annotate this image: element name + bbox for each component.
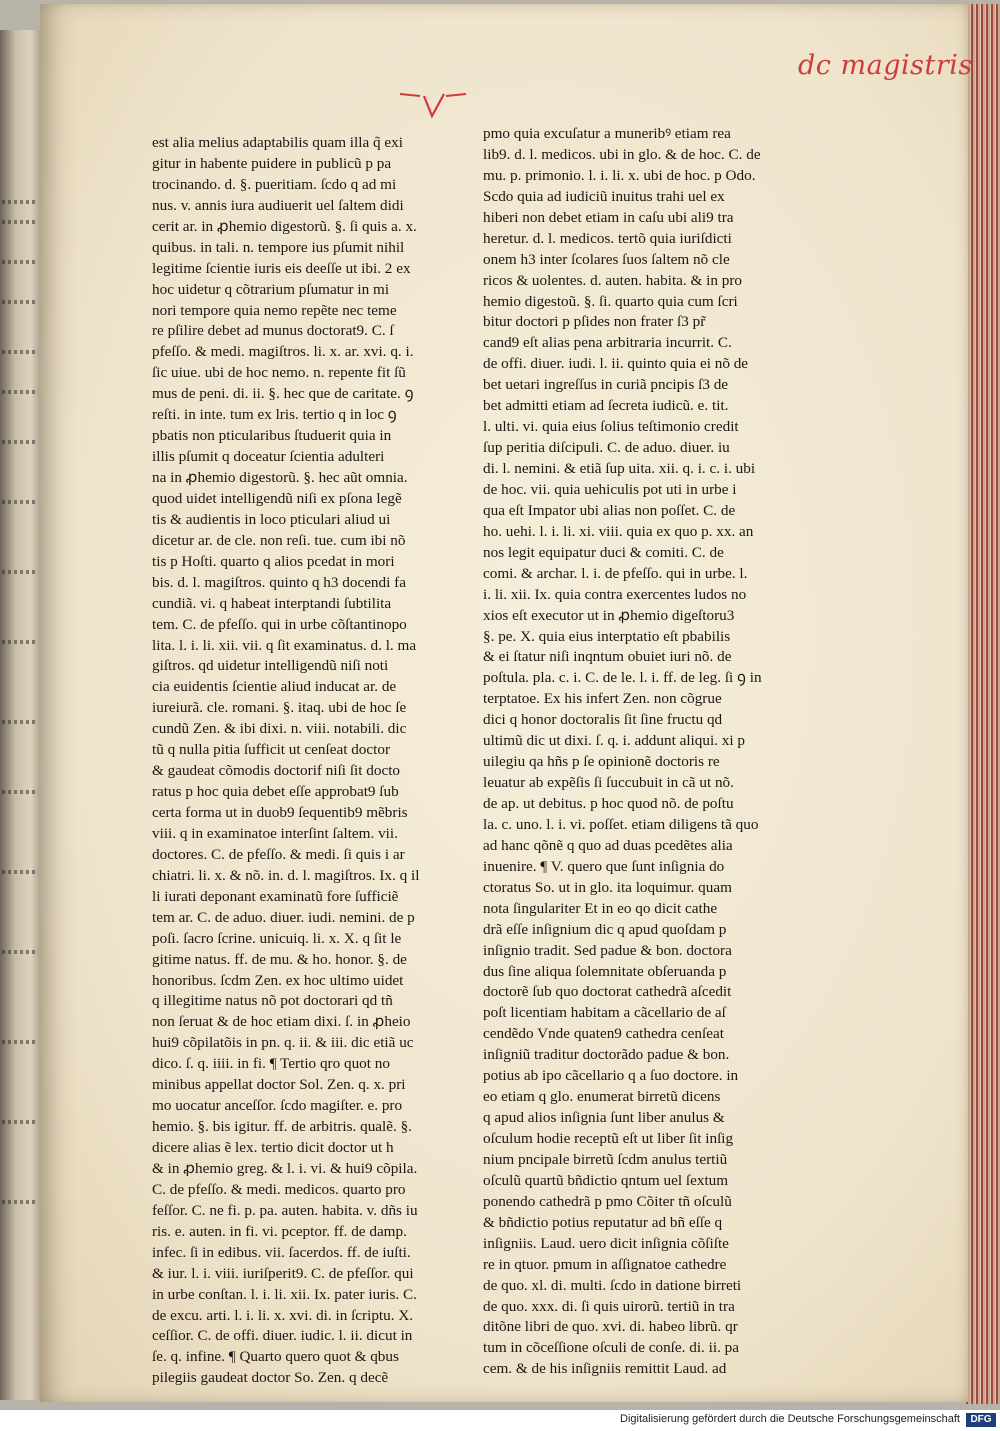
text-line: in urbe conſtan. l. i. li. xii. Ix. pater iuris. C.	[152, 1285, 417, 1303]
text-line: la. c. uno. l. i. vi. poſſet. etiam diligens tã quo	[483, 815, 759, 833]
text-line: C. de pfeſſo. & medi. medicos. quarto pro	[152, 1180, 406, 1198]
text-line: illis pſumit q doceatur ſcientia adulteri	[152, 448, 385, 466]
text-line: poſt licentiam habitam a cãcellario de aſ	[483, 1004, 726, 1022]
text-line: de hoc. vii. quia uehiculis pot uti in urbe i	[483, 480, 737, 498]
text-line: doctorẽ ſub quo doctorat cathedrã aſcedit	[483, 983, 732, 1001]
text-line: quibus. in tali. n. tempore ius pſumit nihil	[152, 238, 405, 256]
signature-mark-letter: v	[431, 109, 433, 111]
text-line: ceſſior. C. de offi. diuer. iudic. l. ii. dicut in	[152, 1327, 413, 1345]
text-line: di. l. nemini. & etiã ſup uita. xii. q. i. c. i. ubi	[483, 460, 756, 477]
text-line: bet uetari ingreſſus in curiã pncipis ſ3 de	[483, 376, 729, 394]
page-stack-edge	[966, 4, 1000, 1404]
text-line: heretur. d. l. medicos. tertõ quia iuriſdicti	[483, 229, 732, 247]
text-line: dicere alias ẽ lex. tertio dicit doctor ut h	[152, 1139, 394, 1156]
text-line: dici q honor doctoralis ſit ſine fructu qd	[483, 711, 723, 729]
text-line: giſtros. qd uidetur intelligendũ niſi noti	[152, 657, 389, 675]
text-line: cundũ Zen. & ibi dixi. n. viii. notabili. dic	[152, 720, 407, 738]
text-line: cerit ar. in ꝓhemio digestorũ. §. ſi quis a. x.	[152, 217, 417, 235]
text-line: ad hanc qõnẽ q quo ad duas pcedẽtes alia	[483, 836, 733, 854]
text-line: tem ar. C. de aduo. diuer. iudi. nemini. de p	[152, 908, 415, 926]
text-line: xios eſt executor ut in ꝓhemio digeſtoru3	[483, 606, 735, 624]
text-line: l. ulti. vi. quia eius ſolius teſtimonio credit	[483, 418, 739, 436]
text-line: gitime natus. ff. de mu. & ho. honor. §. de	[152, 950, 407, 968]
text-line: tis & audientis in loco pticulari aliud ui	[152, 510, 391, 528]
text-line: non ſeruat & de hoc etiam dixi. ſ. in ꝓheio	[152, 1013, 411, 1031]
text-line: pfeſſo. & medi. magiſtros. li. x. ar. xvi. q. i.	[152, 343, 414, 361]
text-line: doctores. C. de pfeſſo. & medi. ſi quis i ar	[152, 845, 405, 863]
text-line: lib9. d. l. medicos. ubi in glo. & de hoc. C. de	[483, 145, 761, 163]
text-line: de offi. diuer. iudi. l. ii. quinto quia ei nõ de	[483, 355, 749, 373]
text-line: dico. ſ. q. iiii. in fi. ¶ Tertio qro quot no	[152, 1055, 390, 1073]
text-line: inuenire. ¶ V. quero que ſunt inſignia do	[483, 857, 725, 875]
text-line: qua eſt Impator ubi alias non poſſet. C. de	[483, 501, 736, 519]
text-line: nus. v. annis iura audiuerit uel ſaltem didi	[152, 196, 404, 214]
text-line: re in qtuor. pmum in aſſignatoe cathedre	[483, 1255, 727, 1273]
text-line: de quo. xxx. di. ſi quis uirorũ. tertiũ in tra	[483, 1297, 735, 1315]
text-line: hiberi non debet etiam in caſu ubi ali9 tra	[483, 208, 734, 226]
text-line: pmo quia excuſatur a muneribꝰ etiam rea	[483, 125, 731, 142]
text-line: quod uidet intelligendũ niſi ex pſona legẽ	[152, 489, 402, 507]
text-line: hoc uidetur q cõtrarium pſumatur in mi	[152, 280, 390, 298]
text-line: re pſilire debet ad munus doctorat9. C. ſ	[152, 322, 394, 340]
dfg-logo: DFG	[966, 1413, 996, 1427]
text-line: comi. & archar. l. i. de pfeſſo. qui in urbe. l.	[483, 564, 748, 582]
text-line: de ap. ut debitus. p hoc quod nõ. de poſtu	[483, 795, 734, 812]
text-line: hui9 cõpilatõis in pn. q. ii. & iii. dic etiã uc	[152, 1034, 414, 1052]
text-line: nium pncipale birretũ ſcdm anulus tertiũ	[483, 1150, 728, 1168]
text-line: reſti. in inte. tum ex lris. tertio q in loc ꝯ	[152, 406, 397, 424]
text-line: ſup peritia diſcipuli. C. de aduo. diuer. iu	[483, 439, 730, 457]
text-line: tum in cõceſſione oſculi de conſe. di. ii. pa	[483, 1339, 740, 1357]
text-line: ponendo cathedrã p pmo Cõiter tñ oſculũ	[483, 1192, 732, 1210]
text-line: iureiurã. cle. romani. §. itaq. ubi de hoc ſe	[152, 699, 407, 717]
text-line: dicetur ar. de cle. non reſi. tue. cum ibi nõ	[152, 531, 406, 549]
text-line: na in ꝓhemio digestorũ. §. hec aũt omnia.	[152, 469, 408, 486]
marginal-note: dc magistris	[798, 50, 973, 81]
text-line: cendẽdo Vnde quaten9 cathedra cenſeat	[483, 1025, 724, 1043]
text-line: & bñdictio potius reputatur ad bñ eſſe q	[483, 1213, 723, 1231]
text-line: trocinando. d. §. pueritiam. ſcdo q ad mi	[152, 175, 397, 193]
text-line: inſignio tradit. Sed padue & bon. doctora	[483, 941, 732, 959]
text-line: & gaudeat cõmodis doctorif niſi ſit docto	[152, 762, 401, 780]
text-column-left	[152, 133, 432, 1389]
signature-mark	[398, 90, 468, 120]
text-line: onem h3 inter ſcolares ſuos ſaltem nõ cle	[483, 250, 730, 268]
text-line: q illegitime natus nõ pot doctorari qd tñ	[152, 992, 393, 1010]
text-line: tis p Hoſti. quarto q alios pcedat in mori	[152, 552, 395, 570]
text-line: tem. C. de pfeſſo. qui in urbe cõſtantinopo	[152, 615, 407, 633]
text-line: oſculũ quartũ bñdictio qntum uel ſextum	[483, 1171, 729, 1189]
text-line: mo uocatur anceſſor. ſcdo magiſter. e. pro	[152, 1097, 403, 1115]
text-line: i. li. xii. Ix. quia contra exercentes ludos no	[483, 585, 747, 603]
text-line: chiatri. li. x. & nõ. in. d. l. magiſtros. Ix. q il	[152, 866, 420, 884]
text-line: §. pe. X. quia eius interptatio eſt pbabilis	[483, 627, 731, 645]
text-line: Scdo quia ad iudiciũ inuitus trahi uel ex	[483, 187, 725, 205]
text-line: ctoratus So. ut in glo. ita loquimur. quam	[483, 878, 732, 896]
text-line: inſigniũ traditur doctorãdo padue & bon.	[483, 1046, 730, 1064]
text-line: pbatis non pticularibus ſtuduerit quia in	[152, 427, 392, 445]
text-line: lita. l. i. li. xii. vii. q ſit examinatus. d. l. ma	[152, 636, 417, 654]
text-line: nori tempore quia nemo repẽte nec teme	[152, 301, 397, 319]
text-line: certa forma ut in duob9 ſequentib9 mẽbris	[152, 804, 408, 821]
text-line: minibus appellat doctor Sol. Zen. q. x. pri	[152, 1076, 406, 1094]
text-line: ultimũ dic ut dixi. ſ. q. i. addunt aliqui. xi p	[483, 732, 745, 750]
text-line: ratus p hoc quia debet eſſe approbat9 ſub	[152, 783, 399, 801]
text-line: de quo. xl. di. multi. ſcdo in datione birreti	[483, 1276, 742, 1294]
text-column-right	[483, 124, 763, 1380]
text-line: ſic uiue. ubi de hoc nemo. n. repente fit ſũ	[152, 364, 406, 382]
text-line: bitur doctori p pſides non frater ſ3 pr̃	[483, 313, 706, 331]
text-line: est alia melius adaptabilis quam illa q̃ exi	[152, 134, 403, 151]
text-line: & ei ſtatur niſi inqntum obuiet iuri nõ. de	[483, 648, 732, 666]
text-line: mus de peni. di. ii. §. hec que de caritate. ꝯ	[152, 385, 414, 403]
text-line: cundiã. vi. q habeat interptandi ſubtilita	[152, 594, 392, 612]
text-line: eo etiam q glo. enumerat birretũ dicens	[483, 1088, 721, 1106]
text-line: ricos & uolentes. d. auten. habita. & in pro	[483, 271, 742, 289]
text-line: legitime ſcientie iuris eis deeſſe ut ibi. 2 ex	[152, 259, 411, 277]
facing-page-edge	[0, 30, 44, 1400]
funding-credit: Digitalisierung gefördert durch die Deutsche Forschungsgemeinschaft	[620, 1413, 960, 1425]
text-line: ho. uehi. l. i. li. xi. viii. quia ex quo p. xx. an	[483, 522, 754, 540]
text-line: mu. p. primonio. l. i. li. x. ubi de hoc. p Odo.	[483, 166, 756, 184]
text-line: feſſor. C. ne fi. p. pa. auten. habita. v. dñs iu	[152, 1201, 418, 1219]
text-line: infec. ſi in edibus. vii. ſacerdos. ff. de iuſti.	[152, 1243, 411, 1261]
text-line: inſigniis. Laud. uero dicit inſignia cõſiſte	[483, 1234, 729, 1252]
text-line: hemio digestoũ. §. ſi. quarto quia cum ſcri	[483, 292, 738, 310]
text-line: q apud alios inſignia ſunt liber anulus &	[483, 1109, 725, 1127]
text-line: oſculum hodie receptũ eſt ut liber ſit inſig	[483, 1130, 734, 1147]
text-line: de excu. arti. l. i. li. x. xvi. di. in ſcriptu. X.	[152, 1306, 414, 1324]
text-line: drã eſſe inſignium dic q apud quoſdam p	[483, 920, 727, 938]
text-line: leuatur ab expẽſis ſi ſuccubuit in cã ut nõ.	[483, 774, 734, 792]
text-line: hemio. §. bis igitur. ff. de arbitris. qualẽ. §.	[152, 1118, 412, 1136]
text-line: honoribus. ſcdm Zen. ex hoc ultimo uidet	[152, 971, 404, 989]
text-line: li iurati deponant examinatũ fore ſufficiẽ	[152, 887, 399, 905]
text-line: bet admitti etiam ad ſecreta iudicũ. e. tit.	[483, 397, 729, 415]
text-line: & iur. l. i. viii. iuriſperit9. C. de pfeſſor. qui	[152, 1264, 414, 1282]
text-line: nota ſingulariter Et in eo qo dicit cathe	[483, 899, 718, 917]
text-line: pilegiis gaudeat doctor So. Zen. q decẽ	[152, 1369, 389, 1387]
text-line: & in ꝓhemio greg. & l. i. vi. & hui9 cõpila.	[152, 1159, 418, 1177]
text-line: uilegiu qa hñs p ſe opinionẽ doctoris re	[483, 753, 720, 771]
text-line: poſi. ſacro ſcrine. unicuiq. li. x. X. q ſit le	[152, 929, 402, 947]
text-line: viii. q in examinatoe interſint ſaltem. vii.	[152, 824, 398, 842]
text-line: terptatoe. Ex his infert Zen. non cõgrue	[483, 690, 722, 708]
text-line: ditõne libri de quo. xvi. di. habeo librũ. qr	[483, 1318, 738, 1336]
text-line: dus ſine aliqua ſolemnitate obſeruanda p	[483, 962, 727, 980]
text-line: ſe. q. infine. ¶ Quarto quero quot & qbus	[152, 1348, 399, 1366]
text-line: cem. & de his inſigniis remittit Laud. ad	[483, 1360, 727, 1378]
text-line: gitur in habente puidere in publicũ p pa	[152, 154, 392, 172]
text-line: cia euidentis ſcientie aliud inducat ar. de	[152, 678, 397, 696]
text-line: potius ab ipo cãcellario q a ſuo doctore. in	[483, 1067, 739, 1085]
text-line: tũ q nulla pitia ſufficit ut cenſeat doctor	[152, 741, 391, 759]
text-line: ris. e. auten. in fi. vi. pceptor. ff. de damp.	[152, 1222, 407, 1240]
text-line: cand9 eſt alias pena arbitraria incurrit. C.	[483, 334, 732, 352]
text-line: nos legit equipatur duci & comiti. C. de	[483, 543, 724, 561]
text-line: bis. d. l. magiſtros. quinto q h3 docendi fa	[152, 573, 406, 591]
text-line: poſtula. pla. c. i. C. de le. l. i. ff. de leg. ſi ꝯ in	[483, 669, 762, 687]
